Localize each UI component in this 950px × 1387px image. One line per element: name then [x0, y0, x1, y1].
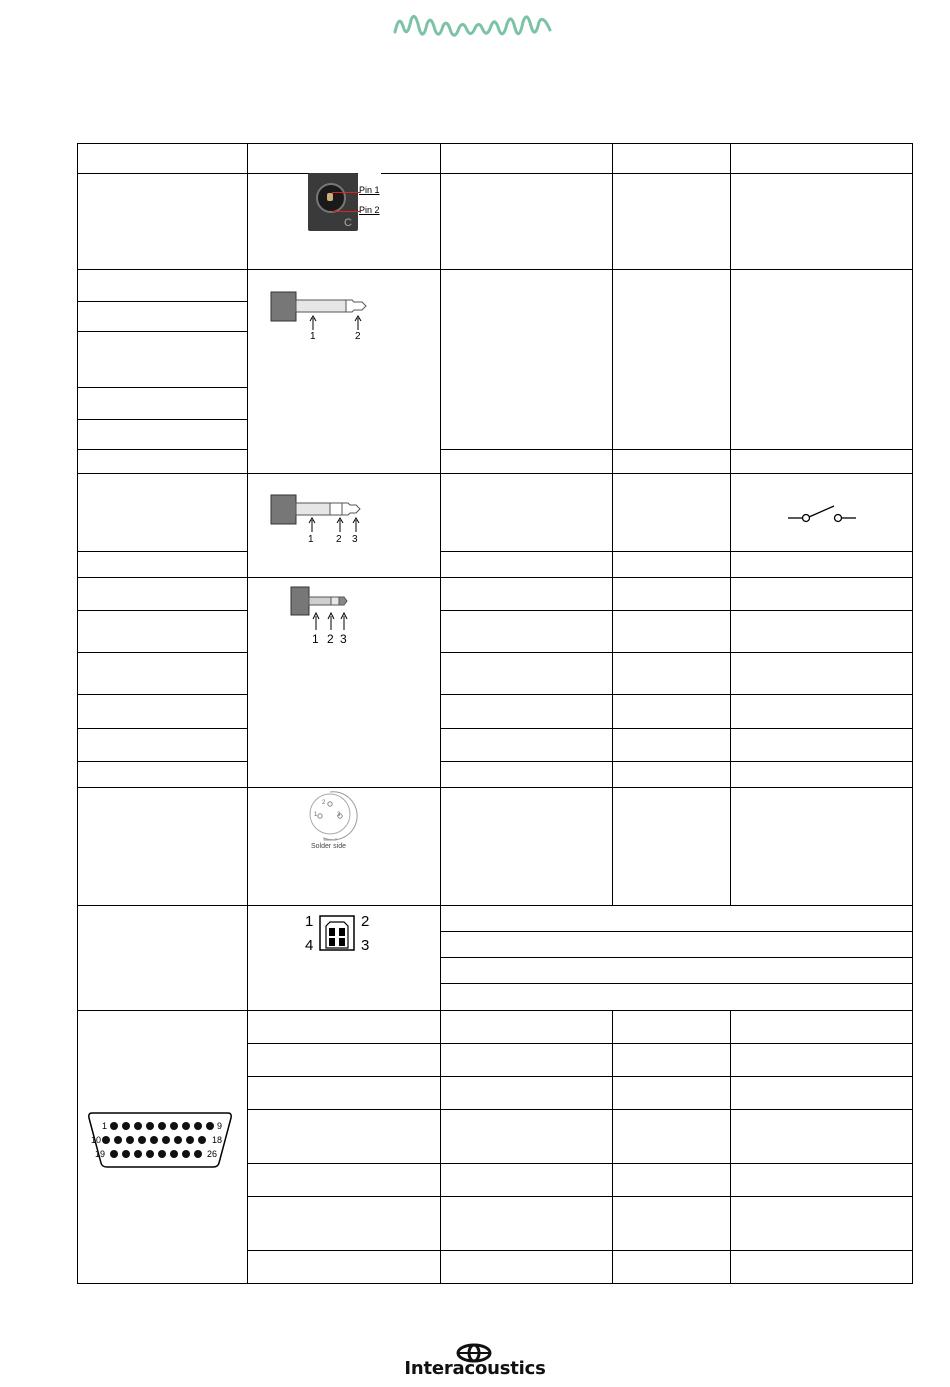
stereo-pin-3: 3 [352, 534, 358, 545]
small-jack-pin-2: 2 [327, 632, 334, 646]
subd-pin-18: 18 [212, 1135, 223, 1145]
small-jack-pin-1: 1 [312, 632, 319, 646]
dc-jack-marker: C [344, 217, 352, 229]
usb-b-diagram [318, 914, 358, 956]
din-pin-1: 1 [314, 812, 318, 818]
pin-1-label: Pin 1 [359, 185, 380, 195]
mono-pin-1: 1 [310, 331, 316, 342]
din-solder-side-label: Solder side [311, 843, 347, 850]
stereo-pin-1: 1 [308, 534, 314, 545]
stereo-jack-diagram [268, 492, 378, 534]
subd-pin-26: 26 [207, 1149, 218, 1159]
subd-pin-10: 10 [91, 1135, 102, 1145]
footer-brand: Interacoustics [404, 1358, 546, 1379]
small-jack-pin-3: 3 [340, 632, 347, 646]
usb-pin-1: 1 [305, 913, 314, 930]
subd-pin-19: 19 [95, 1149, 106, 1159]
din-pin-3: 3 [337, 812, 341, 818]
din-pin-2: 2 [322, 800, 326, 806]
usb-pin-3: 3 [361, 937, 370, 954]
switch-symbol-icon [786, 502, 858, 526]
subd-pin-1: 1 [102, 1121, 108, 1131]
usb-pin-4: 4 [305, 937, 314, 954]
din-socket-diagram [302, 790, 358, 842]
pin-2-label: Pin 2 [359, 205, 380, 215]
mono-pin-2: 2 [355, 331, 361, 342]
subd-pin-9: 9 [217, 1121, 223, 1131]
mono-jack-diagram [268, 288, 378, 344]
waveform-logo-icon [390, 8, 560, 44]
usb-pin-2: 2 [361, 913, 370, 930]
dc-jack-image [308, 173, 381, 233]
stereo-pin-2: 2 [336, 534, 342, 545]
small-stereo-jack-diagram [288, 584, 358, 634]
